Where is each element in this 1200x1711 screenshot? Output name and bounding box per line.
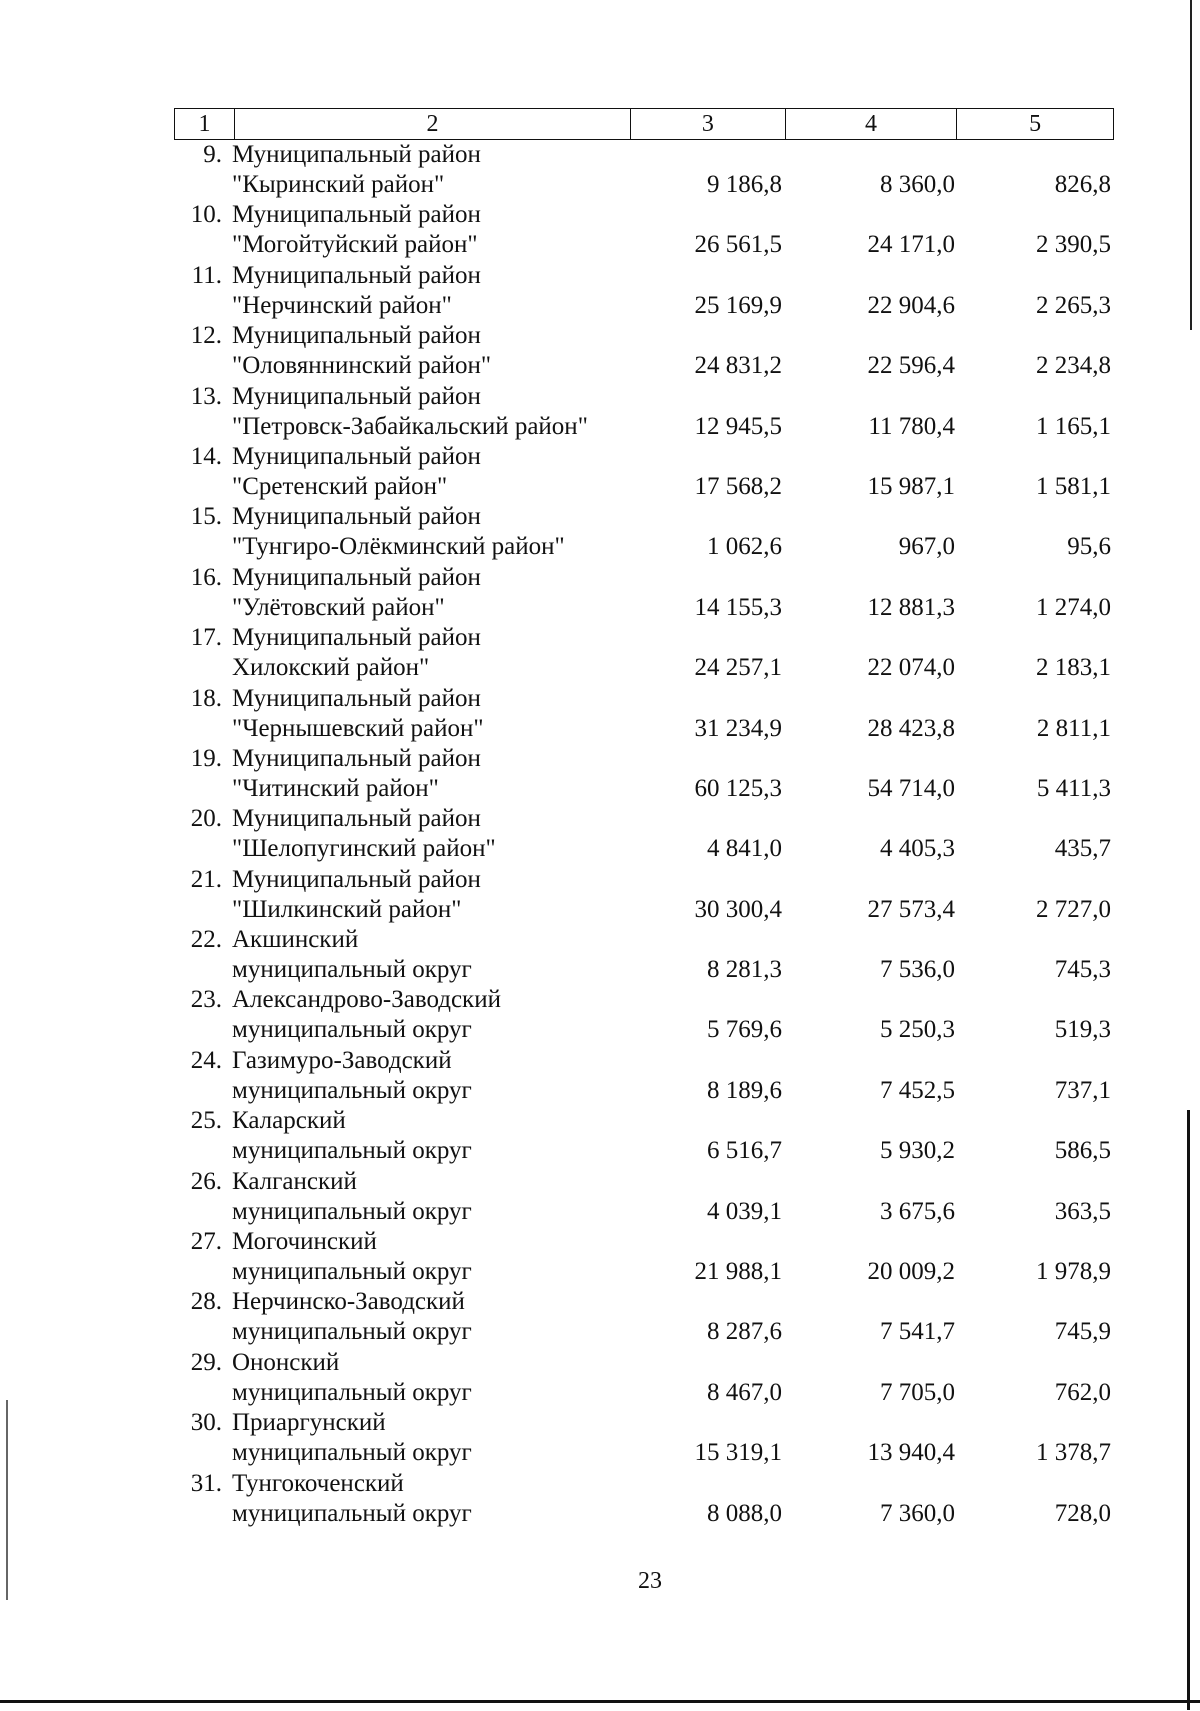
row-number: 25.	[190, 1107, 222, 1135]
row-number: 13.	[190, 382, 222, 410]
row-value-col3: 26 561,5	[694, 231, 782, 259]
page-number: 23	[638, 1568, 662, 1594]
row-number: 27.	[190, 1228, 222, 1256]
row-number: 29.	[190, 1348, 222, 1376]
row-value-col3: 60 125,3	[694, 774, 782, 802]
row-name-line1: Муниципальный район	[232, 624, 481, 652]
table-row	[0, 865, 1200, 925]
row-name-line1: Калганский	[232, 1167, 357, 1195]
table-row	[0, 442, 1200, 502]
row-value-col3: 9 186,8	[707, 171, 782, 198]
row-number: 10.	[190, 201, 222, 229]
table-row	[0, 321, 1200, 381]
row-name-line1: Тунгокоченский	[232, 1469, 404, 1497]
row-number: 19.	[190, 744, 222, 772]
table-header-cell: 5	[1029, 110, 1042, 137]
row-value-col4: 12 881,3	[867, 593, 955, 621]
row-value-col3: 8 281,3	[707, 956, 782, 984]
row-value-col4: 13 940,4	[867, 1439, 955, 1467]
row-value-col5: 2 727,0	[1036, 895, 1111, 923]
row-name-line1: Приаргунский	[232, 1409, 386, 1437]
row-name-line1: Муниципальный район	[232, 201, 481, 229]
row-value-col3: 14 155,3	[694, 593, 782, 621]
row-value-col5: 5 411,3	[1036, 774, 1111, 802]
row-value-col5: 363,5	[1054, 1197, 1111, 1225]
row-value-col5: 1 978,9	[1036, 1258, 1111, 1286]
row-value-col5: 1 581,1	[1036, 472, 1111, 500]
row-name-line2: "Улётовский район"	[232, 593, 445, 621]
row-name-line2: "Кыринский район"	[232, 171, 445, 198]
row-value-col4: 4 405,3	[880, 835, 955, 863]
row-name-line1: Александрово-Заводский	[232, 986, 501, 1014]
table-header-cell: 2	[235, 109, 631, 139]
row-value-col3: 4 841,0	[707, 835, 782, 863]
table-row	[0, 1287, 1200, 1347]
table-row	[0, 684, 1200, 744]
row-name-line2: "Тунгиро-Олёкминский район"	[232, 533, 565, 561]
row-value-col5: 737,1	[1054, 1076, 1111, 1104]
row-value-col4: 22 904,6	[867, 291, 955, 319]
row-value-col3: 8 467,0	[707, 1378, 782, 1406]
row-value-col4: 5 250,3	[880, 1016, 955, 1044]
row-value-col4: 7 360,0	[880, 1499, 955, 1527]
row-name-line1: Муниципальный район	[232, 382, 481, 410]
table-row	[0, 985, 1200, 1045]
row-value-col4: 28 423,8	[867, 714, 955, 742]
row-number: 31.	[190, 1469, 222, 1497]
row-value-col3: 24 257,1	[694, 654, 782, 682]
scan-edge-mark	[0, 1700, 1200, 1703]
row-name-line2: муниципальный округ	[232, 1137, 472, 1165]
row-value-col4: 7 536,0	[880, 956, 955, 984]
table-row	[0, 382, 1200, 442]
row-value-col4: 22 074,0	[867, 654, 955, 682]
row-value-col5: 826,8	[1054, 171, 1111, 198]
row-value-col5: 2 183,1	[1036, 654, 1111, 682]
row-name-line1: Нерчинско-Заводский	[232, 1288, 465, 1316]
row-name-line2: муниципальный округ	[232, 1076, 472, 1104]
row-number: 30.	[190, 1409, 222, 1437]
row-name-line2: "Чернышевский район"	[232, 714, 484, 742]
table-row	[0, 925, 1200, 985]
row-value-col5: 2 265,3	[1036, 291, 1111, 319]
row-value-col3: 21 988,1	[694, 1258, 782, 1286]
row-value-col3: 6 516,7	[707, 1137, 782, 1165]
row-value-col5: 728,0	[1054, 1499, 1111, 1527]
row-value-col3: 24 831,2	[694, 352, 782, 380]
row-number: 26.	[190, 1167, 222, 1195]
row-name-line1: Акшинский	[232, 926, 359, 954]
row-name-line2: муниципальный округ	[232, 1439, 472, 1467]
row-number: 21.	[190, 865, 222, 893]
row-value-col3: 8 189,6	[707, 1076, 782, 1104]
row-value-col3: 17 568,2	[694, 472, 782, 500]
row-value-col5: 2 234,8	[1036, 352, 1111, 380]
row-name-line1: Муниципальный район	[232, 744, 481, 772]
row-value-col3: 1 062,6	[707, 533, 782, 561]
row-value-col3: 30 300,4	[694, 895, 782, 923]
table-row	[0, 1408, 1200, 1468]
table-header-cell: 4	[786, 109, 958, 139]
row-name-line1: Муниципальный район	[232, 261, 481, 289]
row-value-col4: 20 009,2	[867, 1258, 955, 1286]
row-name-line1: Каларский	[232, 1107, 346, 1135]
row-value-col4: 11 780,4	[868, 412, 955, 440]
row-value-col4: 27 573,4	[867, 895, 955, 923]
row-value-col3: 31 234,9	[694, 714, 782, 742]
row-value-col4: 5 930,2	[880, 1137, 955, 1165]
row-name-line2: Хилокский район"	[232, 654, 430, 682]
row-value-col4: 22 596,4	[867, 352, 955, 380]
row-value-col3: 12 945,5	[694, 412, 782, 440]
row-name-line2: "Могойтуйский район"	[232, 231, 478, 259]
table-row	[0, 804, 1200, 864]
row-name-line2: "Нерчинский район"	[232, 291, 452, 319]
row-value-col4: 8 360,0	[880, 171, 955, 198]
row-name-line2: "Сретенский район"	[232, 472, 448, 500]
row-number: 23.	[190, 986, 222, 1014]
table-row	[0, 1469, 1200, 1529]
table-row	[0, 1046, 1200, 1106]
row-name-line1: Муниципальный район	[232, 684, 481, 712]
row-value-col4: 3 675,6	[880, 1197, 955, 1225]
row-name-line1: Муниципальный район	[232, 563, 481, 591]
row-number: 16.	[190, 563, 222, 591]
row-name-line2: "Шелопугинский район"	[232, 835, 496, 863]
row-value-col4: 24 171,0	[867, 231, 955, 259]
table-header-cell: 1	[175, 109, 235, 139]
row-number: 18.	[190, 684, 222, 712]
row-value-col5: 745,9	[1054, 1318, 1111, 1346]
row-value-col3: 4 039,1	[707, 1197, 782, 1225]
row-value-col5: 519,3	[1054, 1016, 1111, 1044]
row-name-line1: Муниципальный район	[232, 322, 481, 350]
row-value-col5: 586,5	[1054, 1137, 1111, 1165]
table-row	[0, 1167, 1200, 1227]
row-value-col4: 54 714,0	[867, 774, 955, 802]
row-name-line2: муниципальный округ	[232, 1258, 472, 1286]
row-number: 28.	[190, 1288, 222, 1316]
row-value-col5: 435,7	[1054, 835, 1111, 863]
row-name-line1: Могочинский	[232, 1228, 377, 1256]
row-value-col5: 762,0	[1054, 1378, 1111, 1406]
row-number: 24.	[190, 1046, 222, 1074]
row-name-line2: "Оловяннинский район"	[232, 352, 492, 380]
row-value-col5: 2 811,1	[1036, 714, 1111, 742]
row-value-col3: 15 319,1	[694, 1439, 782, 1467]
table-row	[0, 200, 1200, 260]
row-name-line2: муниципальный округ	[232, 1318, 472, 1346]
row-value-col5: 1 165,1	[1036, 412, 1111, 440]
row-name-line1: Муниципальный район	[232, 865, 481, 893]
row-value-col4: 15 987,1	[867, 472, 955, 500]
row-value-col3: 5 769,6	[707, 1016, 782, 1044]
row-value-col3: 8 287,6	[707, 1318, 782, 1346]
row-number: 12.	[190, 322, 222, 350]
row-name-line1: Ононский	[232, 1348, 340, 1376]
row-value-col4: 967,0	[898, 533, 955, 561]
table-header-row	[174, 108, 1114, 140]
table-row	[0, 1106, 1200, 1166]
row-number: 15.	[190, 503, 222, 531]
row-number: 17.	[190, 624, 222, 652]
row-name-line2: муниципальный округ	[232, 956, 472, 984]
row-number: 9.	[203, 141, 222, 168]
row-value-col4: 7 705,0	[880, 1378, 955, 1406]
row-name-line2: "Шилкинский район"	[232, 895, 462, 923]
row-name-line2: муниципальный округ	[232, 1197, 472, 1225]
row-name-line2: муниципальный округ	[232, 1378, 472, 1406]
row-name-line1: Муниципальный район	[232, 805, 481, 833]
table-header-cell: 3	[631, 109, 786, 139]
table-body	[0, 140, 1200, 1529]
row-value-col5: 95,6	[1067, 533, 1111, 561]
row-name-line2: муниципальный округ	[232, 1016, 472, 1044]
row-number: 11.	[191, 261, 222, 289]
table-row	[0, 1348, 1200, 1408]
row-name-line2: "Читинский район"	[232, 774, 439, 802]
row-number: 14.	[190, 442, 222, 470]
row-name-line1: Муниципальный район	[232, 503, 481, 531]
table-row	[0, 140, 1200, 200]
row-value-col3: 8 088,0	[707, 1499, 782, 1527]
row-value-col5: 1 378,7	[1036, 1439, 1111, 1467]
row-value-col4: 7 541,7	[880, 1318, 955, 1346]
row-name-line2: "Петровск-Забайкальский район"	[232, 412, 588, 440]
row-number: 20.	[190, 805, 222, 833]
row-name-line1: Муниципальный район	[232, 442, 481, 470]
row-name-line2: муниципальный округ	[232, 1499, 472, 1527]
table-row	[0, 1227, 1200, 1287]
table-row	[0, 623, 1200, 683]
row-name-line1: Газимуро-Заводский	[232, 1046, 452, 1074]
table-row	[0, 502, 1200, 562]
row-value-col5: 1 274,0	[1036, 593, 1111, 621]
table-row	[0, 261, 1200, 321]
row-value-col5: 2 390,5	[1036, 231, 1111, 259]
table-row	[0, 563, 1200, 623]
row-number: 22.	[190, 926, 222, 954]
row-value-col4: 7 452,5	[880, 1076, 955, 1104]
row-name-line1: Муниципальный район	[232, 141, 481, 168]
row-value-col3: 25 169,9	[694, 291, 782, 319]
table-row	[0, 744, 1200, 804]
row-value-col5: 745,3	[1054, 956, 1111, 984]
